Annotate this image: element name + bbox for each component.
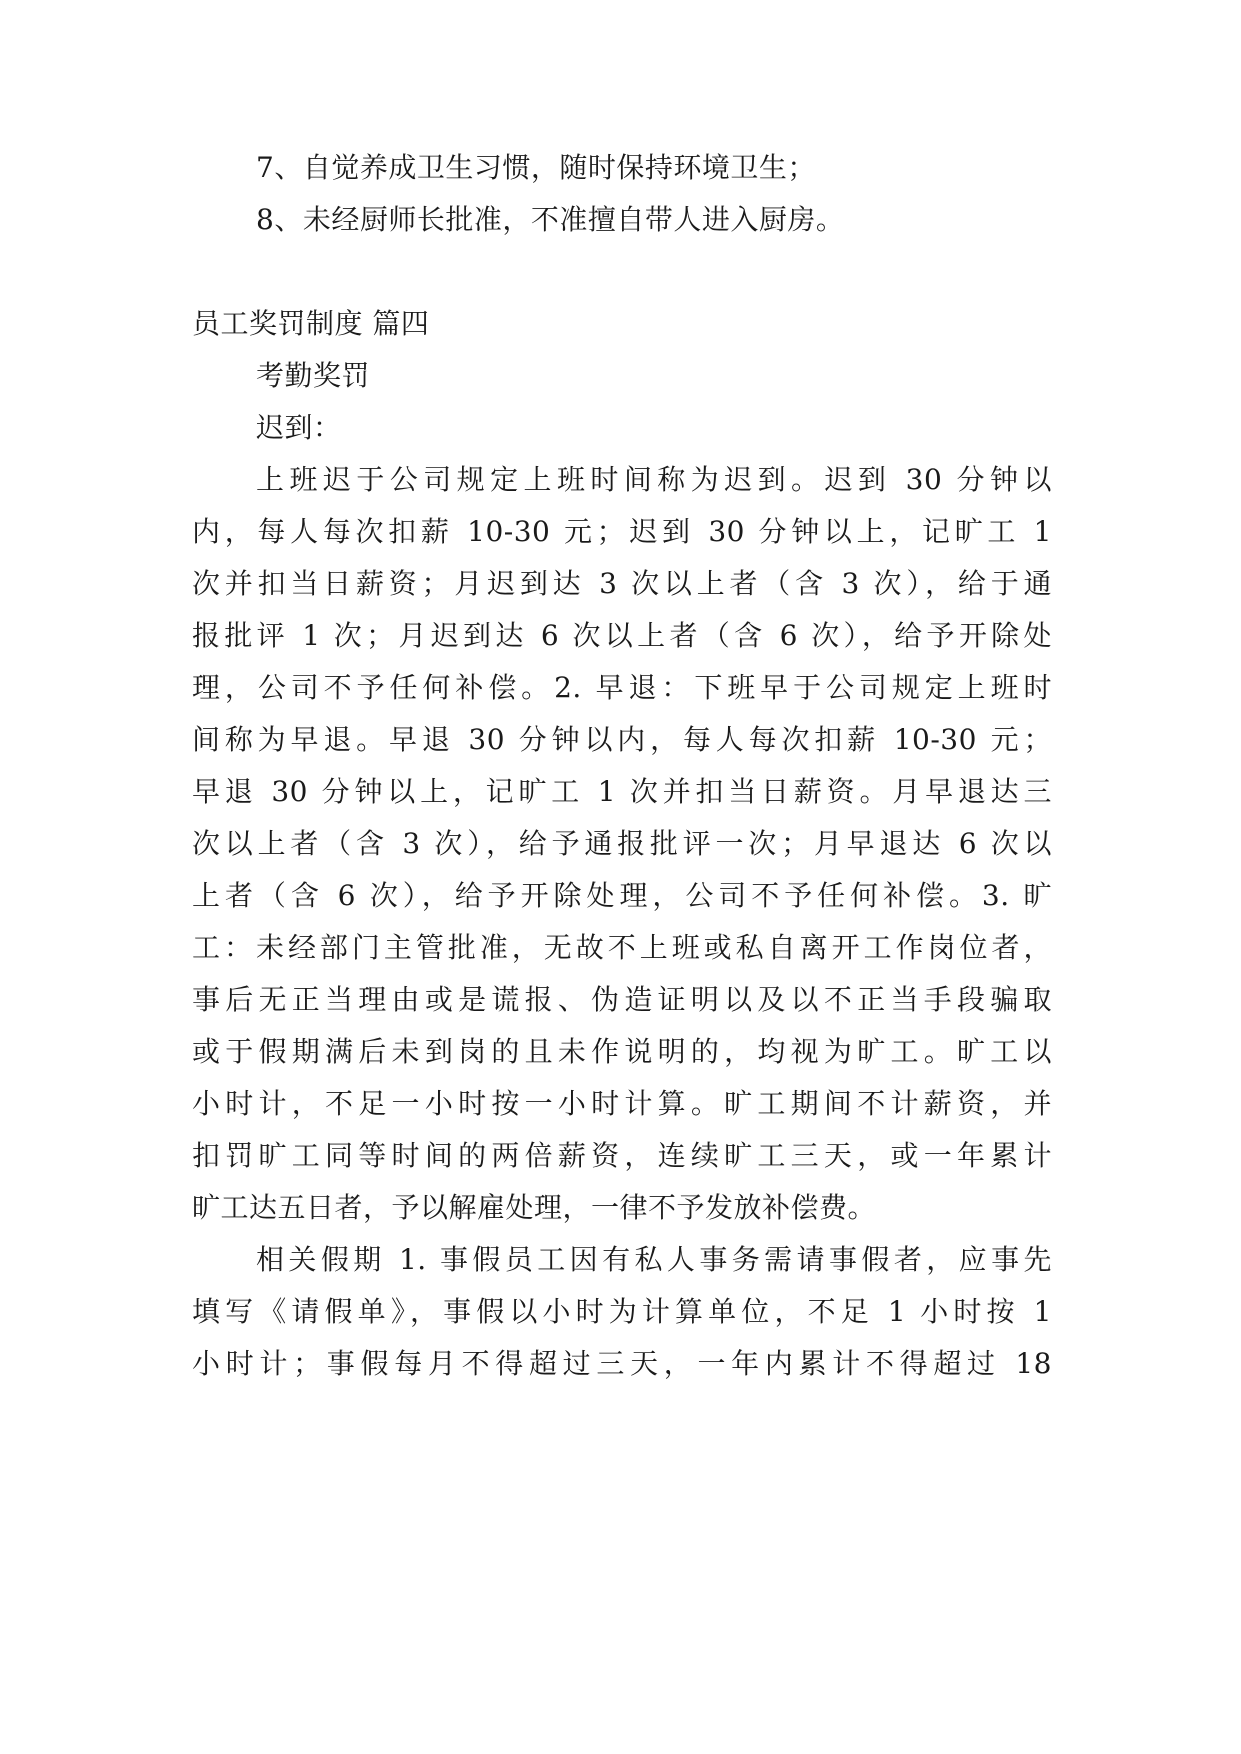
list-item-7: 7、自觉养成卫生习惯，随时保持环境卫生；: [256, 151, 816, 184]
paragraph-line: 早退 30 分钟以上，记旷工 1 次并扣当日薪资。月早退达三: [192, 775, 1052, 808]
paragraph-line-last: 旷工达五日者，予以解雇处理，一律不予发放补偿费。: [192, 1191, 877, 1224]
paragraph-line: 理，公司不予任何补偿。2. 早退：下班早于公司规定上班时: [192, 671, 1052, 704]
paragraph-line: 扣罚旷工同等时间的两倍薪资，连续旷工三天，或一年累计: [192, 1139, 1052, 1172]
paragraph-line: 次以上者（含 3 次），给予通报批评一次；月早退达 6 次以: [192, 827, 1052, 860]
item-label-late: 迟到：: [256, 411, 342, 444]
paragraph-line: 上班迟于公司规定上班时间称为迟到。迟到 30 分钟以: [256, 463, 1052, 496]
paragraph-line: 次并扣当日薪资；月迟到达 3 次以上者（含 3 次），给于通: [192, 567, 1052, 600]
paragraph-line: 小时计，不足一小时按一小时计算。旷工期间不计薪资，并: [192, 1087, 1052, 1120]
paragraph-line: 工：未经部门主管批准，无故不上班或私自离开工作岗位者，: [192, 931, 1052, 964]
paragraph-line: 内，每人每次扣薪 10-30 元；迟到 30 分钟以上，记旷工 1: [192, 515, 1052, 548]
section-heading: 员工奖罚制度 篇四: [192, 307, 430, 340]
paragraph-line: 或于假期满后未到岗的且未作说明的，均视为旷工。旷工以: [192, 1035, 1052, 1068]
paragraph-line: 间称为早退。早退 30 分钟以内，每人每次扣薪 10-30 元；: [192, 723, 1052, 756]
paragraph-line: 小时计；事假每月不得超过三天，一年内累计不得超过 18: [192, 1347, 1052, 1380]
paragraph-line: 填写《请假单》，事假以小时为计算单位，不足 1 小时按 1: [192, 1295, 1052, 1328]
paragraph-line: 上者（含 6 次），给予开除处理，公司不予任何补偿。3. 旷: [192, 879, 1052, 912]
list-item-8: 8、未经厨师长批准，不准擅自带人进入厨房。: [256, 203, 845, 236]
paragraph-line: 报批评 1 次；月迟到达 6 次以上者（含 6 次），给予开除处: [192, 619, 1052, 652]
paragraph-line: 相关假期 1. 事假员工因有私人事务需请事假者，应事先: [256, 1243, 1052, 1276]
paragraph-line: 事后无正当理由或是谎报、伪造证明以及以不正当手段骗取: [192, 983, 1052, 1016]
subsection-heading: 考勤奖罚: [256, 359, 371, 392]
